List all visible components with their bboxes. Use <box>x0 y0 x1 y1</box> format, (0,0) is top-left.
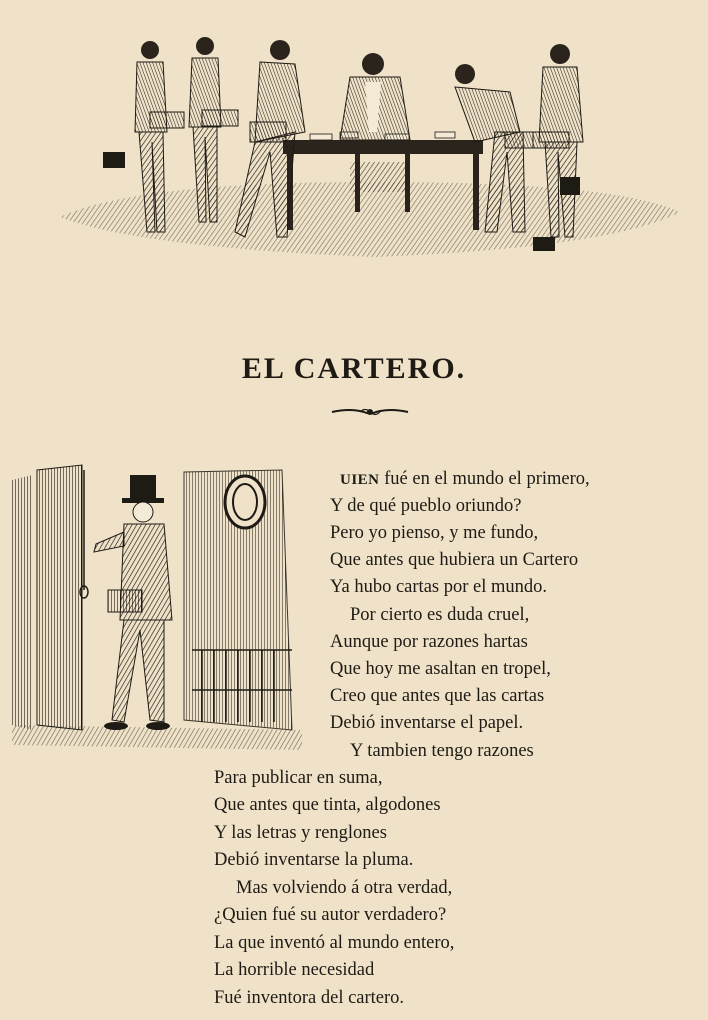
poem-line: Por cierto es duda cruel, <box>350 605 530 625</box>
poem-line: Y las letras y renglones <box>214 823 387 843</box>
poem-line: Y tambien tengo razones <box>350 741 534 761</box>
poem-line: Debió inventarse el papel. <box>330 713 524 733</box>
engraving-postmen-at-table <box>55 32 685 272</box>
engraving-postman-at-door <box>12 460 302 755</box>
poem-line: Que antes que tinta, algodones <box>214 795 441 815</box>
title-flourish <box>330 405 410 419</box>
poem-line: Aunque por razones hartas <box>330 632 528 652</box>
chapter-title: EL CARTERO. <box>241 352 467 385</box>
poem-line: La que inventó al mundo entero, <box>214 933 455 953</box>
poem-line: Para publicar en suma, <box>214 768 383 788</box>
poem-line: Creo que antes que las cartas <box>330 686 545 706</box>
poem-line: Ya hubo cartas por el mundo. <box>330 577 548 597</box>
poem-line: Y de qué pueblo oriundo? <box>330 496 522 516</box>
poem-line: Fué inventora del cartero. <box>214 988 405 1008</box>
poem-line: La horrible necesidad <box>214 960 375 980</box>
poem-line: Que antes que hubiera un Cartero <box>330 550 579 570</box>
poem-line: Pero yo pienso, y me fundo, <box>330 523 539 543</box>
poem-line: Debió inventarse la pluma. <box>214 850 414 870</box>
poem-line: Que hoy me asaltan en tropel, <box>330 659 551 679</box>
poem-line: Mas volviendo á otra verdad, <box>236 878 453 898</box>
poem-line: UIEN fué en el mundo el primero, <box>340 469 590 489</box>
poem-line: ¿Quien fué su autor verdadero? <box>214 905 447 925</box>
dropcap: UIEN <box>340 472 380 488</box>
